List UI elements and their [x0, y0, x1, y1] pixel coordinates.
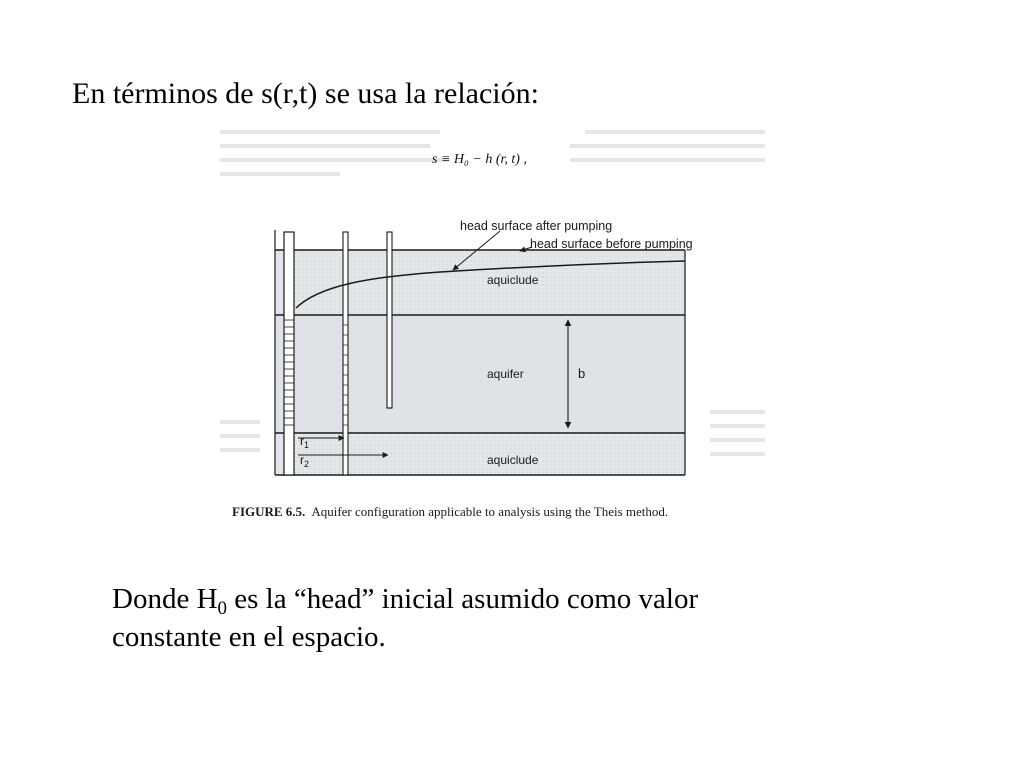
caption-label: FIGURE 6.5. [232, 504, 306, 519]
aquifer-layer [275, 315, 685, 433]
figure-caption [232, 504, 668, 519]
r2-label: $r_2$ [300, 453, 310, 469]
slide-title: En términos de s(r,t) se usa la relación: [72, 77, 539, 110]
caption-text: Aquifer configuration applicable to analysis using the Theis method. [311, 504, 669, 519]
aquiclude-bottom-label: aquiclude [487, 453, 539, 467]
thickness-label: b [578, 366, 586, 381]
aquifer-label: aquifer [487, 367, 524, 381]
body-text [112, 580, 872, 657]
aquiclude-top-layer [275, 250, 685, 315]
observation-well-1 [343, 232, 348, 475]
head-before-label: head surface before pumping [530, 237, 693, 251]
aquiclude-top-label: aquiclude [487, 273, 539, 287]
equation: s ≡ H₀ − h (r, t) , [432, 152, 527, 167]
head-after-label: head surface after pumping [460, 219, 613, 233]
observation-well-2 [387, 232, 392, 408]
aquiclude-bottom-layer [275, 433, 685, 475]
body-line-1: Donde $H_0$ es la “head” inicial asumido como valor [112, 583, 699, 619]
pumping-well [284, 232, 294, 475]
aquifer-figure [210, 120, 770, 540]
aquifer-diagram [210, 120, 770, 540]
r1-label: $r_1$ [300, 434, 310, 450]
body-line-2: constante en el espacio. [112, 621, 386, 654]
